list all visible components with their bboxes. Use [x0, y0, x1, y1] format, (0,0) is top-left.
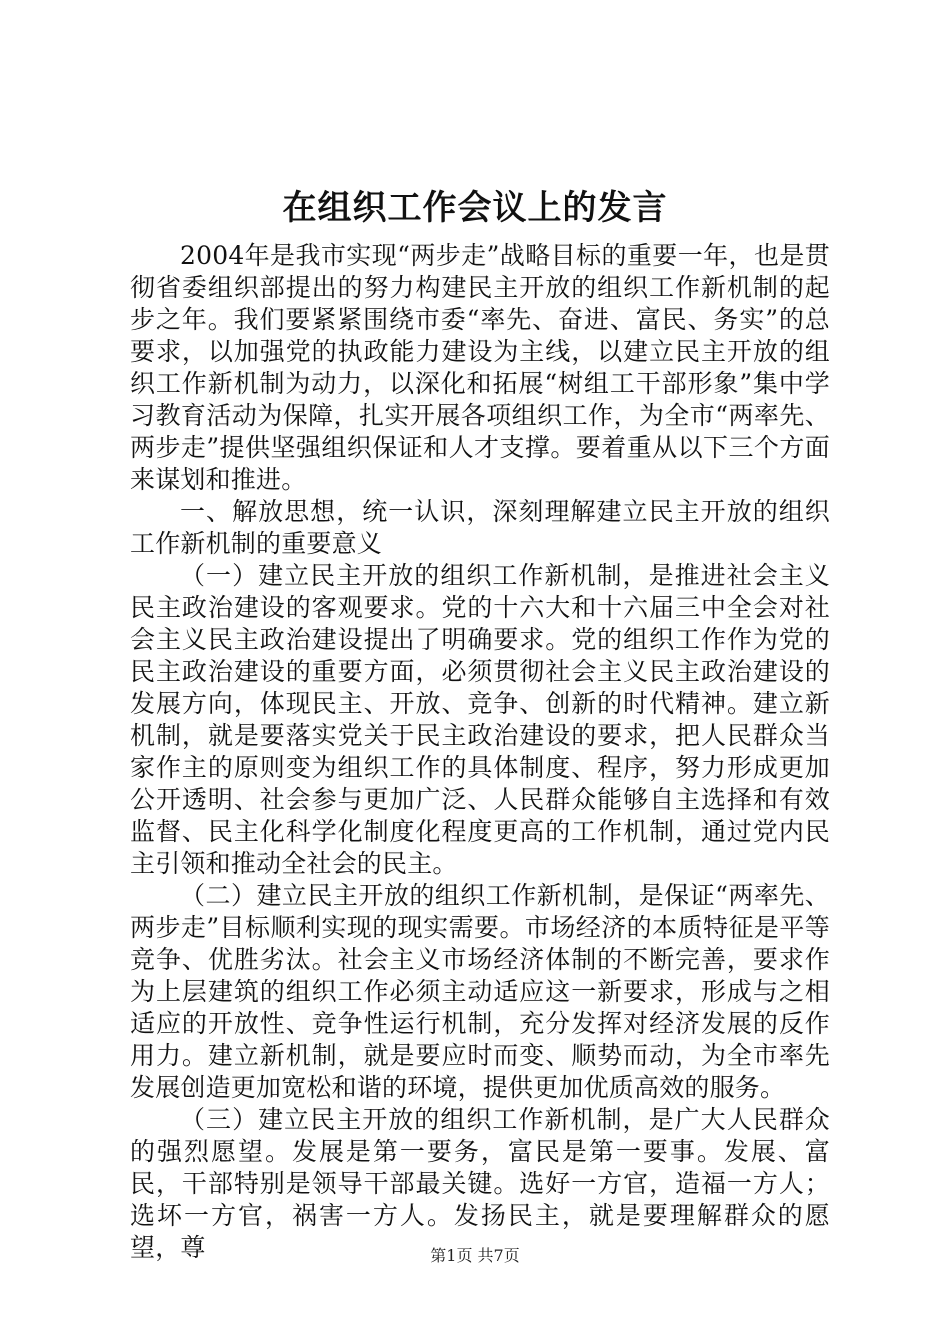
document-body [130, 240, 830, 1264]
paragraph-intro: 2004年是我市实现“两步走”战略目标的重要一年，也是贯彻省委组织部提出的努力构建民主开放的组织工作新机制的起步之年。我们要紧紧围绕市委“率先、奋进、富民、务实”的总要求，以加强党的执政能力建设为主线，以建立民主开放的组织工作新机制为动力，以深化和拓展“树组工干部形象”集中学习教育活动为保障，扎实开展各项组织工作，为全市“两率先、两步走”提供坚强组织保证和人才支撑。要着重从以下三个方面来谋划和推进。 [130, 241, 830, 494]
paragraph-point-2: （二）建立民主开放的组织工作新机制，是保证“两率先、两步走”目标顺利实现的现实需要。市场经济的本质特征是平等竞争、优胜劣汰。社会主义市场经济体制的不断完善，要求作为上层建筑的组织工作必须主动适应这一新要求，形成与之相适应的开放性、竞争性运行机制，充分发挥对经济发展的反作用力。建立新机制，就是要应时而变、顺势而动，为全市率先发展创造更加宽松和谐的环境，提供更加优质高效的服务。 [130, 881, 830, 1102]
page-number-footer: 第1页 共7页 [430, 1246, 520, 1265]
paragraph-point-3: （三）建立民主开放的组织工作新机制，是广大人民群众的强烈愿望。发展是第一要务，富民是第一要事。发展、富民，干部特别是领导干部最关键。选好一方官，造福一方人；选坏一方官，祸害一方人。发扬民主，就是要理解群众的愿望，尊 [130, 1105, 830, 1262]
section-heading-1: 一、解放思想，统一认识，深刻理解建立民主开放的组织工作新机制的重要意义 [130, 497, 830, 558]
paragraph-point-1: （一）建立民主开放的组织工作新机制，是推进社会主义民主政治建设的客观要求。党的十六大和十六届三中全会对社会主义民主政治建设提出了明确要求。党的组织工作作为党的民主政治建设的重要方面，必须贯彻社会主义民主政治建设的发展方向，体现民主、开放、竞争、创新的时代精神。建立新机制，就是要落实党关于民主政治建设的要求，把人民群众当家作主的原则变为组织工作的具体制度、程序，努力形成更加公开透明、社会参与更加广泛、人民群众能够自主选择和有效监督、民主化科学化制度化程度更高的工作机制，通过党内民主引领和推动全社会的民主。 [130, 561, 830, 878]
document-title: 在组织工作会议上的发言 [282, 188, 668, 228]
